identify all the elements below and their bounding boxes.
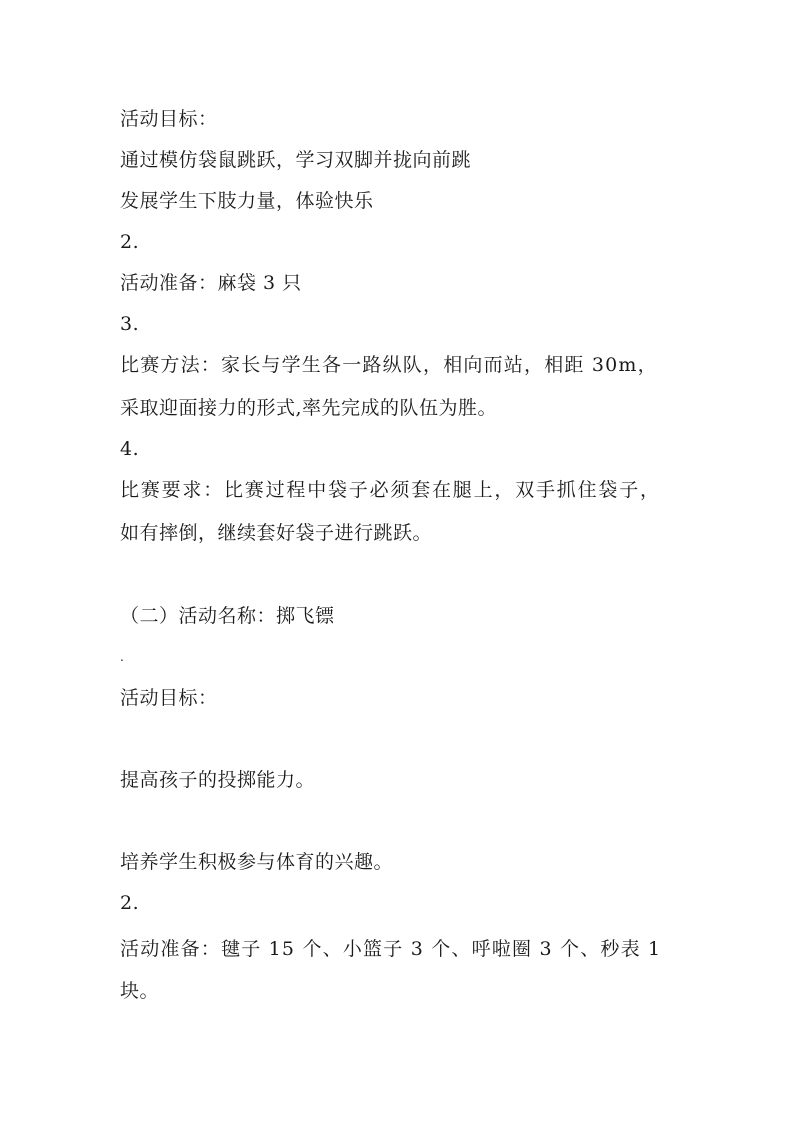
section-heading-objectives: 活动目标： <box>120 687 218 709</box>
paragraph-line: 如有摔倒，继续套好袋子进行跳跃。 <box>120 522 433 544</box>
stray-period: . <box>120 650 125 664</box>
paragraph-line: 活动准备：麻袋 3 只 <box>120 272 302 294</box>
list-number: 3. <box>120 313 140 335</box>
activity-title: （二）活动名称：掷飞镖 <box>120 605 335 627</box>
list-number: 2. <box>120 892 140 914</box>
list-number: 4. <box>120 438 140 460</box>
paragraph-line: 发展学生下肢力量，体验快乐 <box>120 190 374 212</box>
paragraph-line: 提高孩子的投掷能力。 <box>120 769 316 791</box>
section-heading-objectives: 活动目标： <box>120 108 218 130</box>
paragraph-line: 培养学生积极参与体育的兴趣。 <box>120 851 394 873</box>
list-number: 2. <box>120 231 140 253</box>
paragraph-line: 采取迎面接力的形式,率先完成的队伍为胜。 <box>120 397 498 419</box>
paragraph-line: 比赛要求：比赛过程中袋子必须套在腿上，双手抓住袋子， <box>120 479 661 501</box>
paragraph-line: 比赛方法：家长与学生各一路纵队，相向而站，相距 30m， <box>120 354 658 376</box>
paragraph-line: 通过模仿袋鼠跳跃，学习双脚并拢向前跳 <box>120 149 472 171</box>
paragraph-line: 块。 <box>120 980 160 1002</box>
paragraph-line: 活动准备：毽子 15 个、小篮子 3 个、呼啦圈 3 个、秒表 1 <box>120 938 662 960</box>
